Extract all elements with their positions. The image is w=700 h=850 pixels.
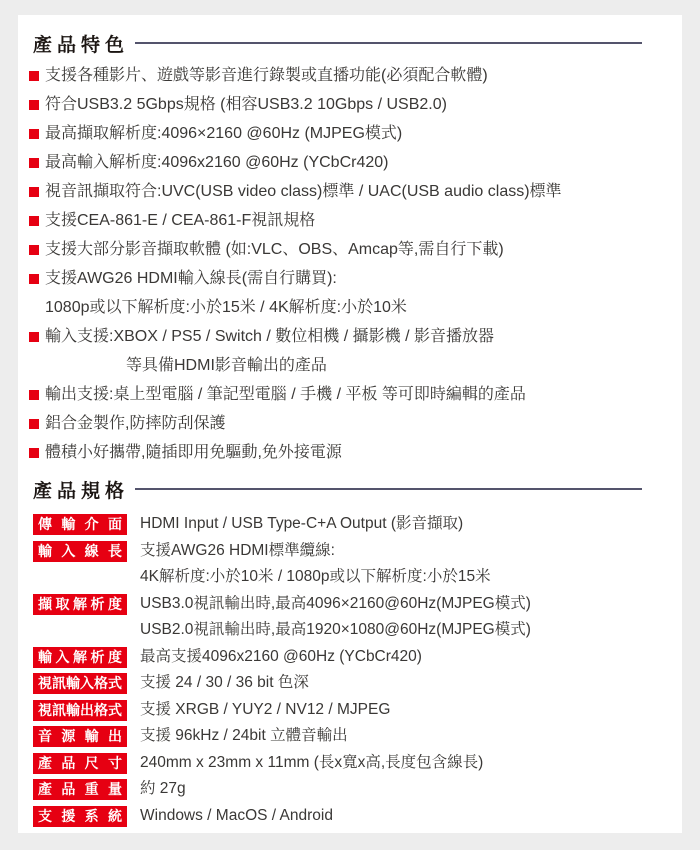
feature-text: 視音訊擷取符合:UVC(USB video class)標準 / UAC(USB audio class)標準 (45, 183, 562, 200)
spec-value-cont: USB2.0視訊輸出時,最高1920×1080@60Hz(MJPEG模式) (140, 621, 531, 638)
feature-text: 鋁合金製作,防摔防刮保護 (45, 415, 226, 432)
spec-row (33, 591, 662, 644)
bullet-icon (29, 245, 39, 255)
feature-item (29, 235, 662, 264)
bullet-icon (29, 216, 39, 226)
bullet-icon (29, 71, 39, 81)
feature-item (29, 322, 662, 380)
spec-value-cont: 4K解析度:小於10米 / 1080p或以下解析度:小於15米 (140, 568, 491, 585)
feature-text: 支援各種影片、遊戲等影音進行錄製或直播功能(必須配合軟體) (45, 67, 488, 84)
bullet-icon (29, 448, 39, 458)
spec-value: HDMI Input / USB Type-C+A Output (影音擷取) (140, 515, 464, 532)
feature-item (29, 380, 662, 409)
bullet-icon (29, 332, 39, 342)
spec-label-badge: 音源輸出 (33, 726, 127, 747)
feature-text: 最高輸入解析度:4096x2160 @60Hz (YCbCr420) (45, 154, 389, 171)
spec-value: 支援AWG26 HDMI標準纜線: (140, 541, 335, 559)
feature-text: 支援大部分影音擷取軟體 (如:VLC、OBS、Amcap等,需自行下載) (45, 241, 504, 258)
spec-row (33, 644, 662, 671)
spec-value: 支援 XRGB / YUY2 / NV12 / MJPEG (140, 700, 391, 718)
spec-value: Windows / MacOS / Android (140, 806, 333, 824)
specs-section-header (33, 473, 662, 505)
section-rule-line (135, 488, 642, 490)
spec-value: 240mm x 23mm x 11mm (長x寬x高,長度包含線長) (140, 753, 484, 771)
feature-text-cont: 1080p或以下解析度:小於15米 / 4K解析度:小於10米 (45, 299, 407, 316)
section-rule-line (135, 42, 642, 44)
spec-label-badge: 傳輸介面 (33, 514, 127, 535)
feature-text: 符合USB3.2 5Gbps規格 (相容USB3.2 10Gbps / USB2.0) (45, 96, 447, 113)
bullet-icon (29, 274, 39, 284)
feature-item (29, 61, 662, 90)
feature-item (29, 177, 662, 206)
spec-value: USB3.0視訊輸出時,最高4096×2160@60Hz(MJPEG模式) (140, 594, 531, 612)
spec-row (33, 803, 662, 830)
spec-row (33, 538, 662, 591)
bullet-icon (29, 100, 39, 110)
spec-label-badge: 產品尺寸 (33, 753, 127, 774)
spec-row (33, 511, 662, 538)
feature-item (29, 206, 662, 235)
spec-label-badge: 視訊輸出格式 (33, 700, 127, 721)
spec-label-badge: 支援系統 (33, 806, 127, 827)
spec-table (33, 511, 662, 829)
spec-label-badge: 輸入線長 (33, 541, 127, 562)
spec-row (33, 750, 662, 777)
spec-value: 支援 96kHz / 24bit 立體音輸出 (140, 727, 348, 744)
specs-section-title: 產品規格 (33, 480, 130, 502)
feature-text: 最高擷取解析度:4096×2160 @60Hz (MJPEG模式) (45, 125, 403, 142)
feature-text: 輸出支援:桌上型電腦 / 筆記型電腦 / 手機 / 平板 等可即時編輯的產品 (45, 386, 526, 403)
spec-row (33, 697, 662, 724)
spec-label-badge: 輸入解析度 (33, 647, 127, 668)
spec-value: 最高支援4096x2160 @60Hz (YCbCr420) (140, 647, 422, 665)
feature-item (29, 438, 662, 467)
feature-item (29, 264, 662, 322)
bullet-icon (29, 187, 39, 197)
features-section-title: 產品特色 (33, 34, 130, 56)
feature-item (29, 119, 662, 148)
spec-row (33, 670, 662, 697)
feature-text: 體積小好攜帶,隨插即用免驅動,免外接電源 (45, 444, 342, 461)
spec-label-badge: 視訊輸入格式 (33, 673, 127, 694)
feature-text: 支援AWG26 HDMI輸入線長(需自行購買): (45, 270, 337, 287)
features-section-header (33, 27, 662, 59)
feature-item (29, 90, 662, 119)
spec-label-badge: 產品重量 (33, 779, 127, 800)
product-info-card (18, 15, 682, 833)
bullet-icon (29, 390, 39, 400)
bullet-icon (29, 419, 39, 429)
bullet-icon (29, 158, 39, 168)
spec-row (33, 723, 662, 750)
spec-label-badge: 擷取解析度 (33, 594, 127, 615)
spec-value: 支援 24 / 30 / 36 bit 色深 (140, 674, 309, 691)
feature-item (29, 409, 662, 438)
feature-text-cont: 等具備HDMI影音輸出的產品 (126, 357, 327, 374)
bullet-icon (29, 129, 39, 139)
spec-row (33, 776, 662, 803)
feature-item (29, 148, 662, 177)
feature-text: 支援CEA-861-E / CEA-861-F視訊規格 (45, 212, 316, 229)
spec-value: 約 27g (140, 780, 186, 797)
feature-text: 輸入支援:XBOX / PS5 / Switch / 數位相機 / 攝影機 / 影音播放器 (45, 328, 494, 345)
feature-list (29, 61, 662, 467)
